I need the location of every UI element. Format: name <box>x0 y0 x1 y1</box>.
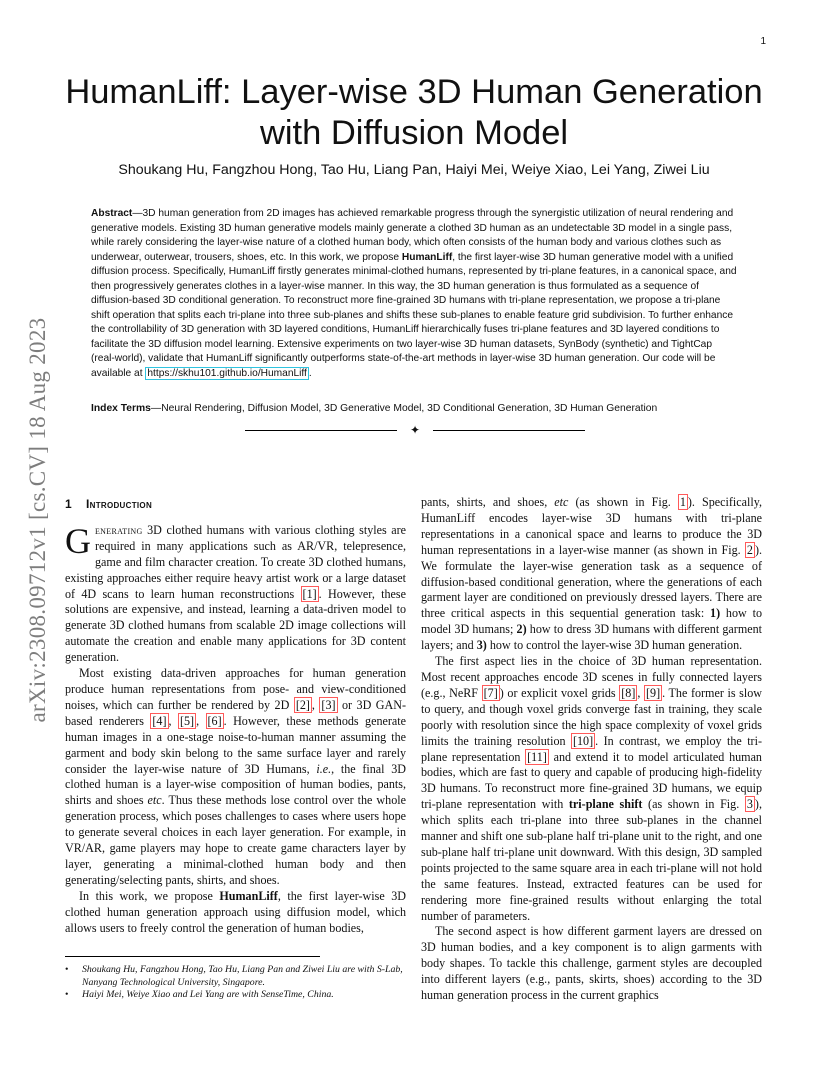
title-line-1: HumanLiff: Layer-wise 3D Human Generation <box>65 73 763 111</box>
text-span: . Thus these methods lose control over the whole generation process, which poses challenges to cases where users hope to generate several choices in each layer generation. For example, in VR/AR, game players may hope to create game characters layer by layer, generating a minimal-clothed human body and then generating/selecting pants, shirts, and shoes. <box>65 793 406 887</box>
text-span: 3) <box>476 638 487 653</box>
index-terms <box>91 403 751 414</box>
footnote-rule <box>65 956 320 957</box>
footnotes <box>65 964 410 1002</box>
intro-paragraph-4 <box>421 495 762 654</box>
arxiv-stamp <box>23 282 53 757</box>
page-number: 1 <box>760 36 766 47</box>
citation-link[interactable]: [7] <box>483 685 498 700</box>
footnote-item: • Shoukang Hu, Fangzhou Hong, Tao Hu, Liang Pan and Ziwei Liu are with S-Lab, Nanyang Technological University, Singapore. <box>65 964 410 989</box>
text-span: . However, these methods generate human images in a one-stage noise-to-human manner assuming the garment and body skin belong to the same surface layer and rarely consider the layer-wise nature of 3D Humans, <box>65 713 407 776</box>
index-terms-text: —Neural Rendering, Diffusion Model, 3D Generative Model, 3D Conditional Generation, 3D Human Generation <box>150 403 658 414</box>
author-list: Shoukang Hu, Fangzhou Hong, Tao Hu, Liang Pan, Haiyi Mei, Weiye Xiao, Lei Yang, Ziwei Liu <box>118 162 710 178</box>
text-span: Most existing data-driven approaches for human generation produce human representations from pose- and view-conditioned noises, which can further be rendered by 2D <box>65 666 406 712</box>
citation-link[interactable]: [8] <box>621 685 636 700</box>
intro-paragraph-6: The second aspect is how different garment layers are dressed on 3D human bodies, and a key component is to align garments with body shapes. To tackle this challenge, garment styles are decoupled into different layers (e.g., pants, skirts, shoes) according to the 3D human generation process in the current graphics <box>421 924 762 1003</box>
text-span: ), which splits each tri-plane into three sub-planes in the channel manner and shift one sub-plane half tri-plane unit to the right, and one sub-plane half tri-plane unit downward. With this design, 3D sampled points projected to the same square area in each tri-plane will not hold the same features. Instead, extracted features can be used for rendering more fine-grained results without enlarging the total number of parameters. <box>421 797 762 923</box>
drop-cap: G <box>65 520 91 561</box>
citation-link[interactable]: [1] <box>302 586 317 601</box>
text-span: , <box>168 713 178 728</box>
text-span: and extend it to model articulated human bodies, which are fast to query and capable of producing high-fidelity 3D humans. To reconstruct more fine-grained 3D humans, we equip tri-plane representation with <box>421 749 762 812</box>
intro-paragraph-1 <box>65 520 406 666</box>
right-column <box>421 495 762 1004</box>
section-title: Introduction <box>85 497 153 511</box>
text-span: how to control the layer-wise 3D human generation. <box>486 638 743 653</box>
section-number: 1 <box>65 497 72 511</box>
divider-line-left <box>245 430 397 431</box>
citation-link[interactable]: [9] <box>646 685 661 700</box>
text-span: pants, shirts, and shoes, <box>421 495 555 509</box>
index-terms-label: Index Terms <box>91 403 151 414</box>
project-link[interactable]: https://skhu101.github.io/HumanLiff <box>147 367 307 379</box>
text-span: how to dress 3D humans with different garment layers; and <box>421 622 763 653</box>
abstract <box>91 207 738 381</box>
method-name: HumanLiff <box>219 888 278 903</box>
text-span: or 3D GAN-based renderers <box>65 697 407 728</box>
section-heading <box>65 497 406 513</box>
figure-link[interactable]: 3 <box>746 797 753 812</box>
abstract-text-1: —3D human generation from 2D images has achieved remarkable progress through the synergistic utilization of neural rendering and generative models. Existing 3D human generative models mainly generate a clothed 3D human as an undetectable 3D model in a single pass, while rarely considering the layer-wise nature of a clothed human body, which often consists of the human body and various clothes such as underwear, outerwear, trousers, shoes, etc. In this work, we propose <box>91 208 734 263</box>
text-span: In this work, we propose <box>79 888 220 903</box>
text-span: tri-plane shift <box>568 797 643 812</box>
citation-link[interactable]: [11] <box>527 749 547 764</box>
citation-link[interactable]: [6] <box>207 713 222 728</box>
citation-link[interactable]: [10] <box>572 733 594 748</box>
citation-link[interactable]: [4] <box>152 713 167 728</box>
paper-title <box>60 72 768 154</box>
text-span: ). We formulate the layer-wise generation task as a sequence of diffusion-based conditional generation, where the generations of each garment layer are conditioned on previously dressed layers. There are three critical aspects in this sequential generation task: <box>421 542 762 621</box>
figure-link[interactable]: 1 <box>679 495 686 509</box>
text-span: i.e. <box>316 761 332 776</box>
citation-link[interactable]: [3] <box>321 697 336 712</box>
text-span: , <box>637 685 644 700</box>
abstract-label: Abstract <box>91 208 133 219</box>
text-span: etc <box>554 495 569 509</box>
citation-link[interactable]: [5] <box>179 713 195 728</box>
text-span: , the final 3D clothed human is a layer-wise composition of human bodies, pants, shirts and shoes <box>65 761 407 808</box>
section-divider <box>245 423 585 437</box>
abstract-text-2: , the first layer-wise 3D human generative model with a unified diffusion process. Specifically, HumanLiff firstly generates minimal-clothed humans, represented by tri-plane features, in a canonical space, and then progressively generates clothes in a layer-wise manner. In this way, the 3D human generation is thus formulated as a sequence of diffusion-based 3D conditional generation. To reconstruct more fine-grained 3D humans with tri-plane representation, we propose a tri-plane shift operation that splits each tri-plane into three sub-planes and shifts these sub-planes to enable feature grid subdivision. To further enhance the controllability of 3D generation with 3D layered conditions, HumanLiff hierarchically fuses tri-plane features and 3D layered conditions to facilitate the 3D diffusion model learning. Extensive experiments on two layer-wise 3D human datasets, SynBody (synthetic) and TightCap (real-world), validate that HumanLiff significantly outperforms state-of-the-art methods in layer-wise 3D human generation. Our code will be available at <box>91 251 737 379</box>
citation-link[interactable]: [2] <box>295 697 310 712</box>
text-span: The first aspect lies in the choice of 3D human representation. Most recent approaches encode 3D scenes in fully connected layers (e.g., NeRF <box>421 654 762 700</box>
text-span: , <box>196 713 206 728</box>
text-span: 3D clothed humans with various clothing styles are required in many applications such as AR/VR, telepresence, game and film character creation. To create 3D clothed humans, existing approaches either require heavy artist work or a large dataset of 4D scans to learn human reconstructions <box>65 522 406 601</box>
left-column <box>65 495 406 936</box>
arxiv-stamp-text: arXiv:2308.09712v1 [cs.CV] 18 Aug 2023 <box>25 317 50 722</box>
abstract-end: . <box>308 367 312 379</box>
title-line-2: with Diffusion Model <box>259 114 569 152</box>
text-span: ) or explicit voxel grids <box>499 685 620 700</box>
abstract-method-name: HumanLiff <box>401 251 453 263</box>
intro-paragraph-5 <box>421 654 762 924</box>
text-span: (as shown in Fig. <box>642 797 745 812</box>
text-span: , the first layer-wise 3D clothed human generation approach using diffusion model, which allows users to freely control the generation of human bodies, <box>65 888 407 935</box>
intro-smallcaps: enerating <box>95 522 143 537</box>
footnote-item: • Haiyi Mei, Weiye Xiao and Lei Yang are with SenseTime, China. <box>65 989 410 1002</box>
text-span: . In contrast, we employ the tri-plane representation <box>421 733 762 764</box>
text-span: how to model 3D humans; <box>421 606 762 637</box>
text-span: 2) <box>516 622 527 637</box>
text-span: , <box>311 697 320 712</box>
intro-paragraph-2 <box>65 666 406 889</box>
divider-diamond-icon: ✦ <box>409 423 421 437</box>
text-span: ). Specifically, HumanLiff encodes layer-wise 3D humans with tri-plane representations in a canonical space and learns to produce the 3D human representations in a layer-wise manner (as shown in Fig. <box>421 495 762 557</box>
text-span: . However, these solutions are expensive, and instead, learning a data-driven model to generate 3D clothed humans from scalable 2D image collections will automate the creation and enable many applications for 3D content generation. <box>65 586 406 665</box>
text-span: etc <box>147 793 162 808</box>
divider-line-right <box>433 430 585 431</box>
intro-paragraph-3 <box>65 889 406 937</box>
text-span: . The former is slow to query, and though voxel grids converge fast in training, they scale poorly with resolution since the high space complexity of voxel grids limits the training resolution <box>421 685 762 748</box>
figure-link[interactable]: 2 <box>746 542 753 557</box>
text-span: (as shown in Fig. <box>568 495 678 509</box>
text-span: 1) <box>710 606 721 621</box>
